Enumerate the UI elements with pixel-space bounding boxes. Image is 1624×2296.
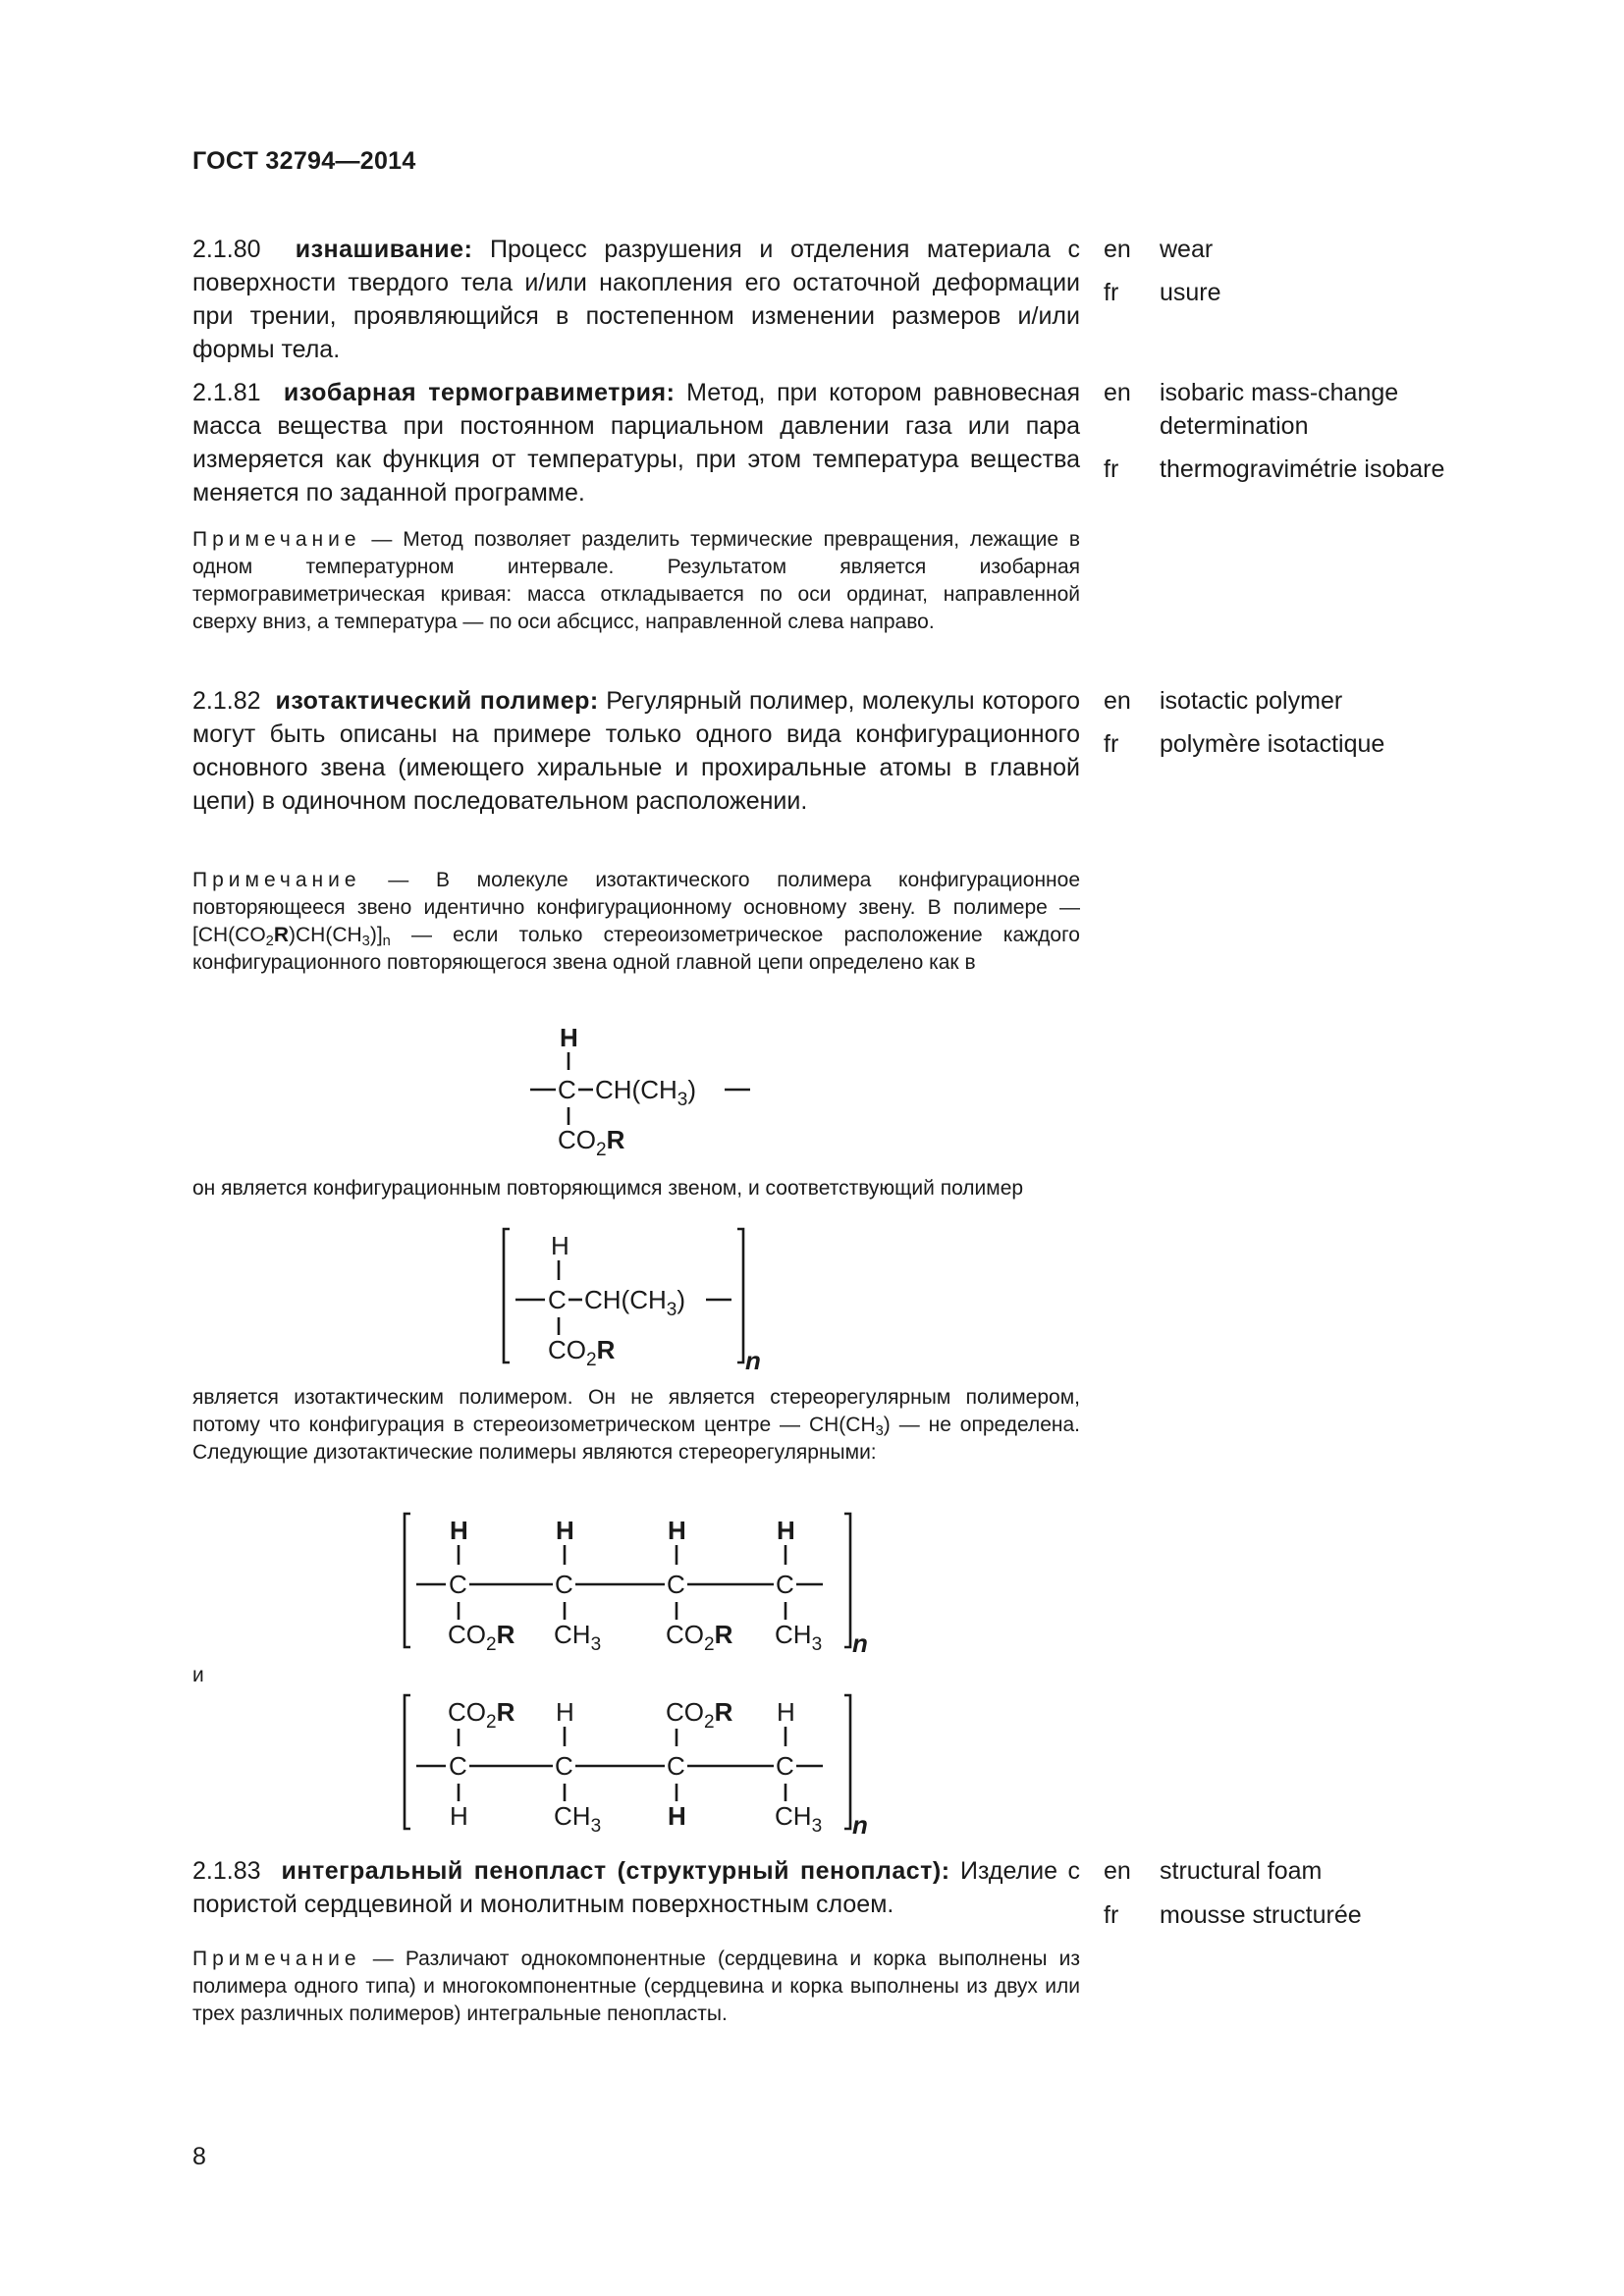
entry-2-1-81 [192, 376, 1080, 509]
svg-text:H: H [777, 1516, 795, 1545]
lang-label-fr: fr [1104, 1901, 1119, 1929]
entry-number: 2.1.83 [192, 1857, 261, 1885]
note-label: Примечание [192, 1948, 361, 1970]
svg-text:H: H [556, 1516, 574, 1545]
svg-text:C: C [449, 1570, 467, 1599]
svg-text:CH(CH3): $CH(CH_3)$ [584, 1285, 686, 1320]
term-en: structural foam [1160, 1857, 1323, 1885]
svg-text:CO2R: $CO_2R$ [666, 1620, 733, 1655]
svg-text:H: H [450, 1801, 468, 1831]
svg-text:n: n [852, 1810, 868, 1840]
svg-text:n: n [745, 1346, 761, 1375]
entry-definition: Изделие с пористой сердцевиной и монолитным поверхностным слоем. [192, 1857, 1080, 1918]
lang-label-en: en [1104, 379, 1131, 406]
lang-label-en: en [1104, 687, 1131, 715]
structure-repeating-unit [511, 1021, 766, 1168]
entry-number: 2.1.81 [192, 379, 261, 406]
entry-2-1-80 [192, 233, 1080, 366]
svg-text:CO2R: $CO_2R$ [448, 1697, 515, 1733]
term-en: isotactic polymer [1160, 687, 1343, 715]
svg-text:H: H [450, 1516, 468, 1545]
svg-text:C: C [776, 1570, 794, 1599]
entry-2-1-83 [192, 1854, 1080, 1921]
svg-text:H: H [551, 1231, 569, 1260]
svg-text:CH(CH3): $CH(CH_3)$ [595, 1075, 697, 1110]
page-number: 8 [192, 2143, 206, 2170]
svg-text:C: C [667, 1751, 685, 1781]
svg-text:n: n [852, 1629, 868, 1658]
svg-text:CH3: $CH_3$ [775, 1620, 823, 1655]
structure-diisotactic-1 [393, 1512, 884, 1659]
svg-text:H: H [777, 1697, 795, 1727]
note-2-1-81 [192, 526, 1080, 636]
term-fr: mousse structurée [1160, 1901, 1362, 1929]
lang-label-fr: fr [1104, 730, 1119, 758]
svg-text:C: C [548, 1285, 567, 1314]
note-2-1-82 [192, 867, 1080, 977]
term-fr: polymère isotactique [1160, 730, 1385, 758]
document-header: ГОСТ 32794—2014 [192, 147, 416, 175]
entry-2-1-82 [192, 684, 1080, 818]
entry-term: интегральный пенопласт (структурный пенопласт): [281, 1857, 950, 1885]
note-text: — Различают однокомпонентные (сердцевина и корка выполнены из полимера одного типа) и многокомпонентные (сердцевина и корка выполнены из двух или трех различных полимеров) интегральные пенопласты. [192, 1948, 1080, 2025]
note-text-a: — В молекуле изотактического полимера конфигурационное повторяющееся звено идентично конфигурационному основному звену. В полимере — [192, 869, 1081, 919]
note-text: — Метод позволяет разделить термические превращения, лежащие в одном температурном интервале. Результатом является изобарная термогравиметрическая кривая: масса откладывается по оси ординат, направленной сверху вниз, а температура — по оси абсцисс, направленной слева направо. [192, 528, 1080, 633]
entry-definition: Процесс разрушения и отделения материала с поверхности твердого тела и/или накопления его остаточной деформации при трении, проявляющийся в постепенном изменении размеров и/или формы тела. [192, 236, 1080, 363]
svg-text:CO2R: $CO_2R$ [448, 1620, 515, 1655]
svg-text:CO2R: $CO_2R$ [548, 1335, 616, 1370]
svg-text:CO2R: $CO_2R$ [558, 1125, 625, 1160]
note-2-1-82-d: является изотактическим полимером. Он не является стереорегулярным полимером, потому что конфигурация в стереоизометрическом центре — $CH(CH_3)$ — не определена. Следующие дизотактические полимеры являются стереорегулярными: [192, 1386, 1081, 1464]
entry-term: изобарная термогравиметрия: [283, 379, 676, 406]
svg-text:H: H [668, 1516, 686, 1545]
conjunction-and: и [192, 1664, 204, 1686]
term-en: wear [1160, 236, 1214, 263]
svg-text:H: H [668, 1801, 686, 1831]
svg-text:CH3: $CH_3$ [554, 1620, 602, 1655]
svg-text:CO2R: $CO_2R$ [666, 1697, 733, 1733]
structure-diisotactic-2 [393, 1693, 884, 1841]
lang-label-fr: fr [1104, 455, 1119, 483]
lang-label-en: en [1104, 236, 1131, 263]
svg-text:C: C [555, 1570, 573, 1599]
note-label: Примечание [192, 869, 361, 891]
note-2-1-82-c: он является конфигурационным повторяющимся звеном, и соответствующий полимер [192, 1177, 1024, 1200]
svg-text:C: C [667, 1570, 685, 1599]
term-fr: usure [1160, 279, 1221, 306]
lang-label-en: en [1104, 1857, 1131, 1885]
entry-term: изотактический полимер: [275, 687, 599, 715]
svg-text:C: C [449, 1751, 467, 1781]
svg-text:CH3: $CH_3$ [554, 1801, 602, 1837]
atom-c: C [558, 1075, 576, 1104]
svg-text:C: C [776, 1751, 794, 1781]
term-en: isobaric mass-change determination [1160, 379, 1399, 440]
entry-number: 2.1.82 [192, 687, 261, 715]
svg-text:C: C [555, 1751, 573, 1781]
note-label: Примечание [192, 528, 361, 551]
inline-formula: $[CH(CO_2R)CH(CH_3)]_n$ [192, 924, 391, 950]
term-fr: thermogravimétrie isobare [1160, 455, 1445, 483]
note-2-1-83 [192, 1946, 1080, 2028]
entry-number: 2.1.80 [192, 236, 261, 263]
entry-definition: Регулярный полимер, молекулы которого могут быть описаны на примере только одного вида конфигурационного основного звена (имеющего хиральные и прохиральные атомы в главной цепи) в одиночном последовательном расположении. [192, 687, 1080, 815]
svg-text:H: H [556, 1697, 574, 1727]
atom-h: H [560, 1023, 578, 1052]
lang-label-fr: fr [1104, 279, 1119, 306]
structure-isotactic-polymer [496, 1227, 790, 1374]
svg-text:CH3: $CH_3$ [775, 1801, 823, 1837]
entry-definition: Метод, при котором равновесная масса вещества при постоянном парциальном давлении газа или пара измеряется как функция от температуры, при этом температура вещества меняется по заданной программе. [192, 379, 1080, 507]
note-text-b: — если только стереоизометрическое расположение каждого конфигурационного повторяющегося звена одной главной цепи определено как в [192, 924, 1080, 974]
entry-term: изнашивание: [295, 236, 473, 263]
